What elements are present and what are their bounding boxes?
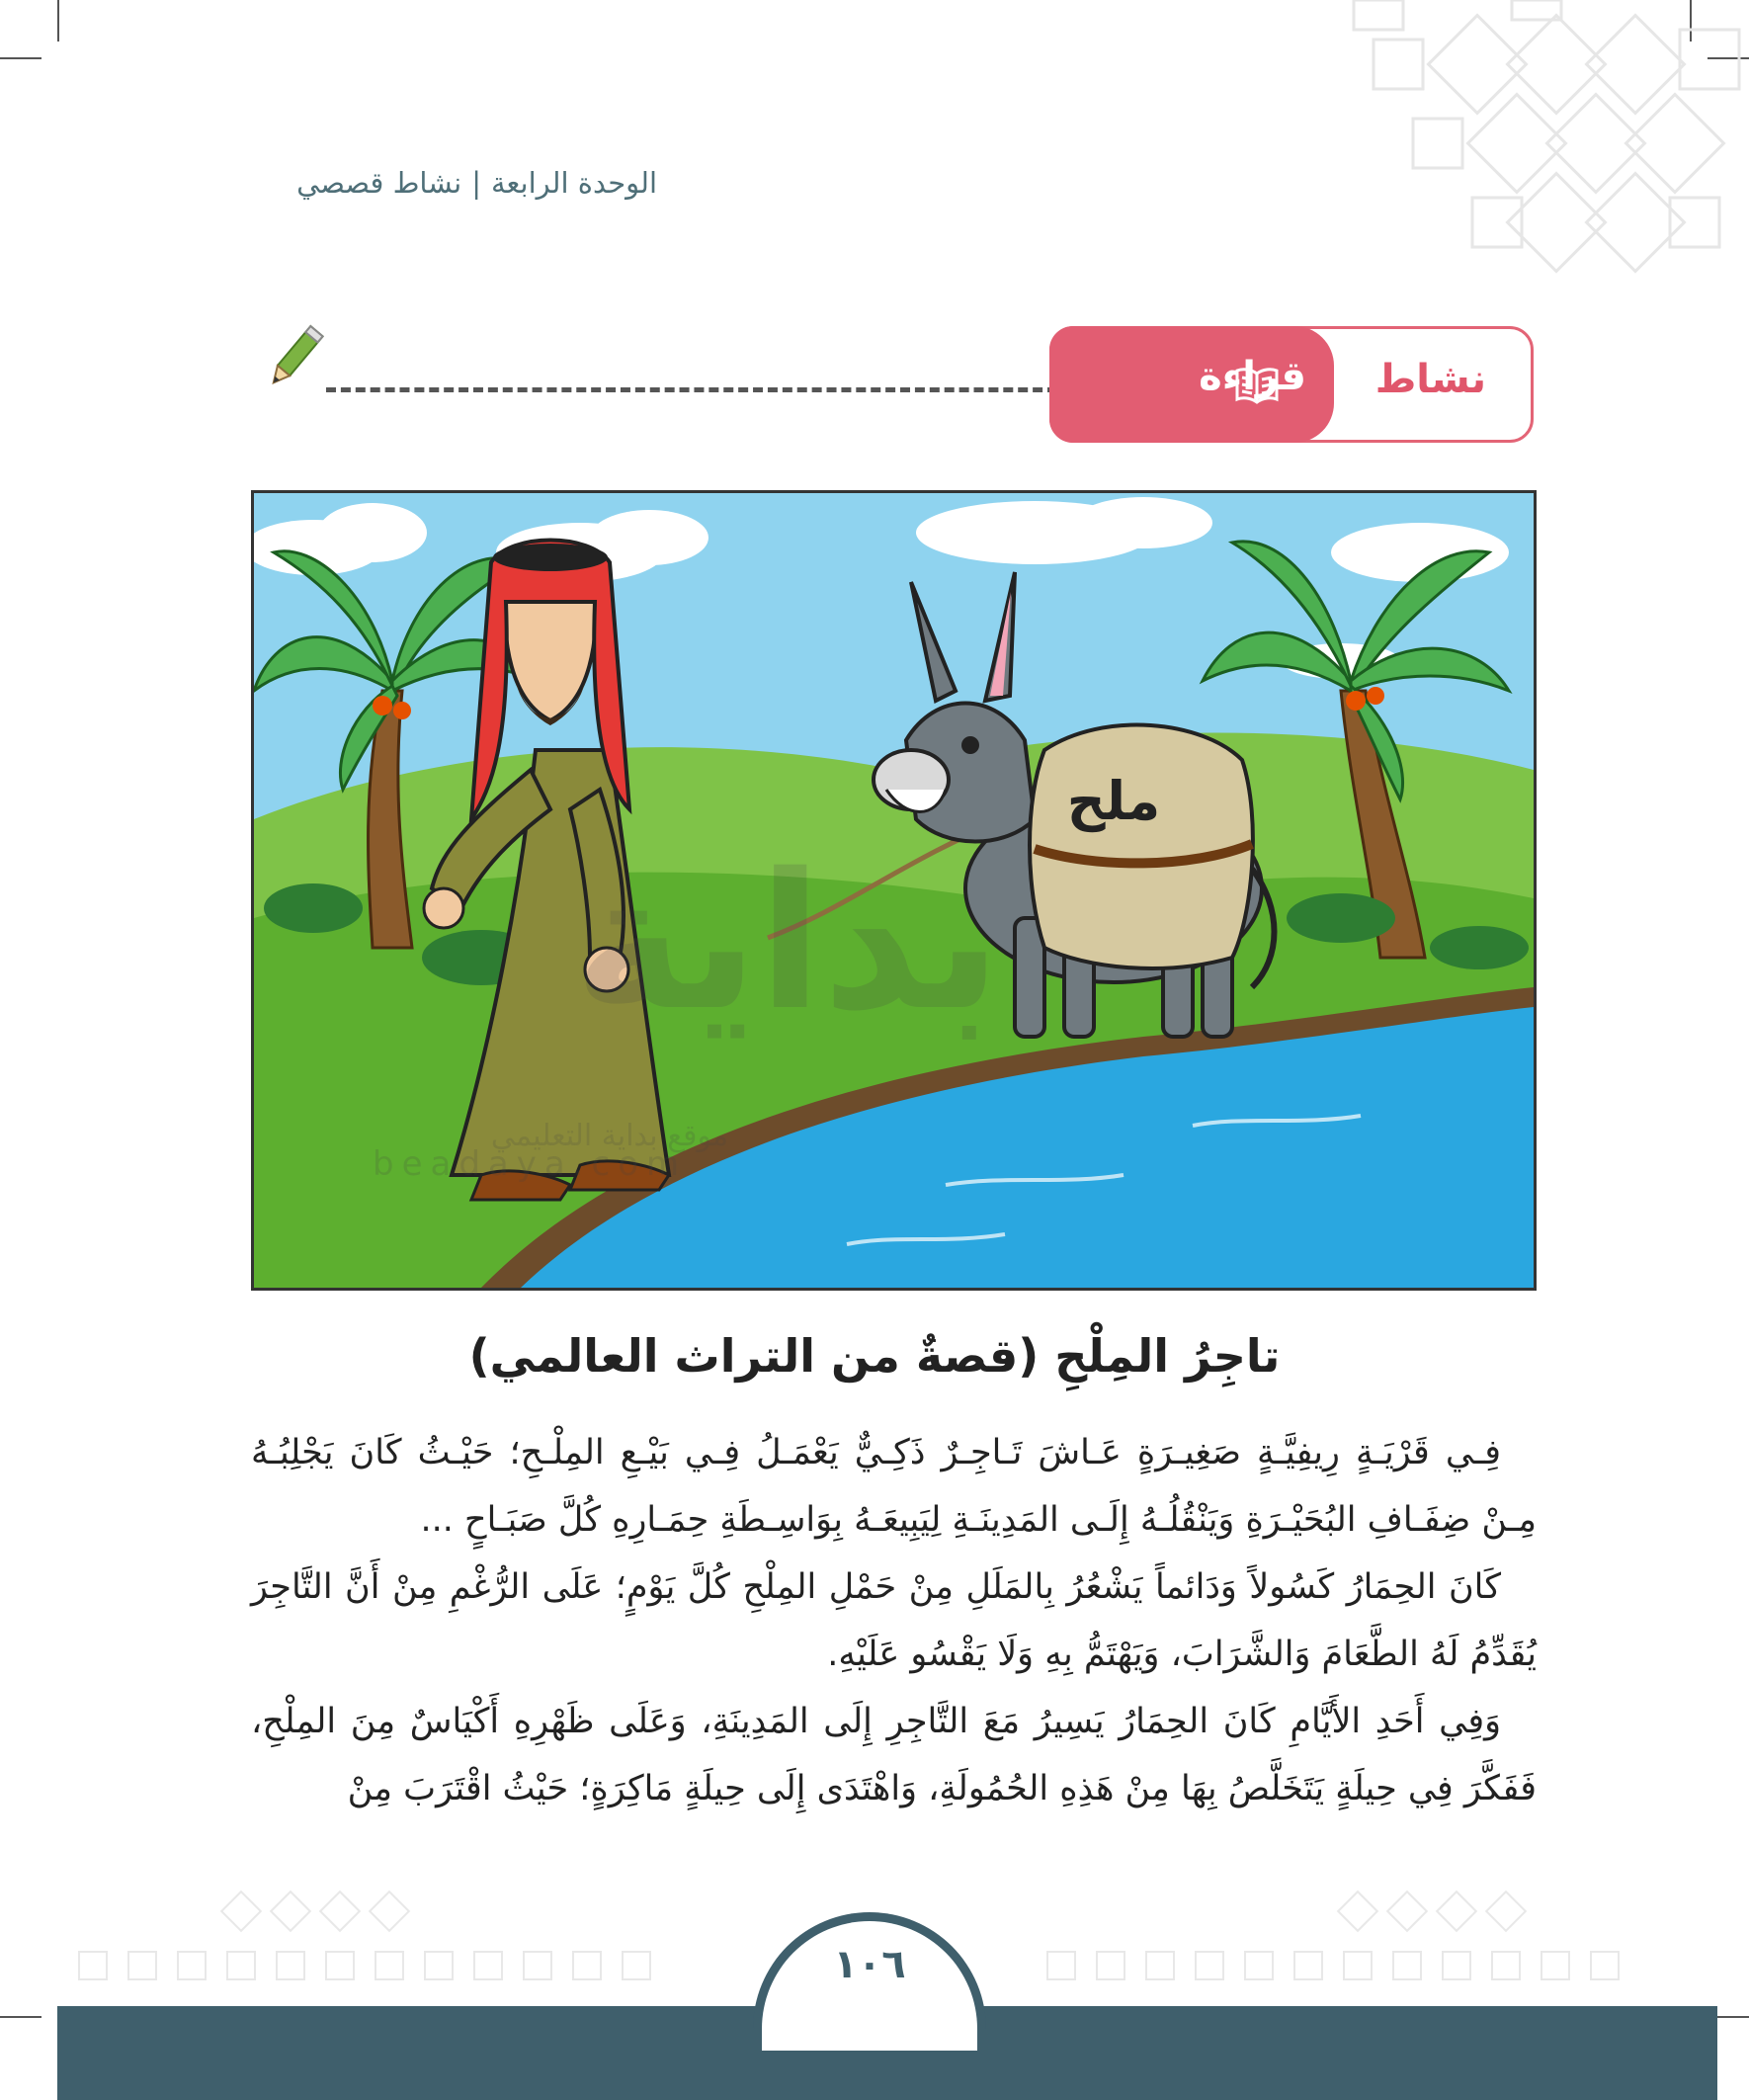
story-title: تاجِرُ المِلْحِ (قصةٌ من التراث العالمي) bbox=[468, 1329, 1281, 1383]
crop-mark bbox=[0, 2016, 42, 2018]
story-paragraph: وَفِي أَحَدِ الأَيَّامِ كَانَ الحِمَارُ يَسِيرُ مَعَ التَّاجِرِ إِلَى المَدِينَةِ، وَعَلَى ظَهْرِهِ أَكْيَاسٌ مِنَ المِلْحِ، فَفَكَّرَ فِي حِيلَةٍ يَتَخَلَّصُ بِهَا مِنْ هَذِهِ الحُمُولَةِ، وَاهْتَدَى إِلَى حِيلَةٍ مَاكِرَةٍ؛ حَيْثُ اقْتَرَبَ مِنْ bbox=[251, 1702, 1537, 1808]
story-paragraph: كَانَ الحِمَارُ كَسُولاً وَدَائماً يَشْعُرُ بِالمَلَلِ مِنْ حَمْلِ المِلْحِ كُلَّ يَوْمٍ؛ عَلَى الرُّغْمِ مِنْ أَنَّ التَّاجِرَ يُقَدِّمُ لَهُ الطَّعَامَ وَالشَّرَابَ، وَيَهْتَمُّ بِهِ وَلَا يَقْسُو عَلَيْهِ. bbox=[251, 1567, 1537, 1674]
pencil-icon bbox=[259, 321, 330, 394]
watermark-logo: بداية bbox=[573, 833, 1002, 1051]
watermark-text: موقع بداية التعليمي bbox=[490, 1119, 729, 1153]
page-number: ١٠٦ bbox=[833, 1942, 906, 1987]
reading-badge bbox=[1049, 326, 1334, 443]
crop-mark bbox=[57, 0, 59, 42]
watermark-url: beadaya.com bbox=[373, 1144, 688, 1184]
running-header bbox=[247, 166, 657, 200]
header-separator: | bbox=[471, 166, 481, 200]
illustration-scene bbox=[254, 493, 1534, 1288]
dashed-divider bbox=[326, 387, 1057, 392]
crop-mark bbox=[0, 57, 42, 59]
story-illustration bbox=[251, 490, 1537, 1291]
reading-label: قراءة bbox=[1199, 354, 1306, 399]
story-body bbox=[251, 1419, 1537, 1822]
sack-label: ملح bbox=[1066, 770, 1161, 832]
section-label: نشاط قصصي bbox=[296, 166, 462, 200]
unit-label: الوحدة الرابعة bbox=[491, 166, 657, 200]
decorative-pattern bbox=[1057, 0, 1749, 326]
story-paragraph: فِـي قَرْيَـةٍ رِيفِيَّـةٍ صَغِيـرَةٍ عَـاشَ تَـاجِـرٌ ذَكِـيٌّ يَعْمَـلُ فِـي بَيْـعِ المِلْـحِ؛ حَيْـثُ كَانَ يَجْلِبُـهُ مِـنْ ضِفَـافِ البُحَيْـرَةِ وَيَنْقُلُـهُ إِلَـى المَدِينَـةِ لِيَبِيعَـهُ بِوَاسِـطَةِ حِمَـارِهِ كُلَّ صَبَـاحٍ ... bbox=[251, 1433, 1537, 1540]
activity-label: نشاط bbox=[1374, 357, 1486, 402]
